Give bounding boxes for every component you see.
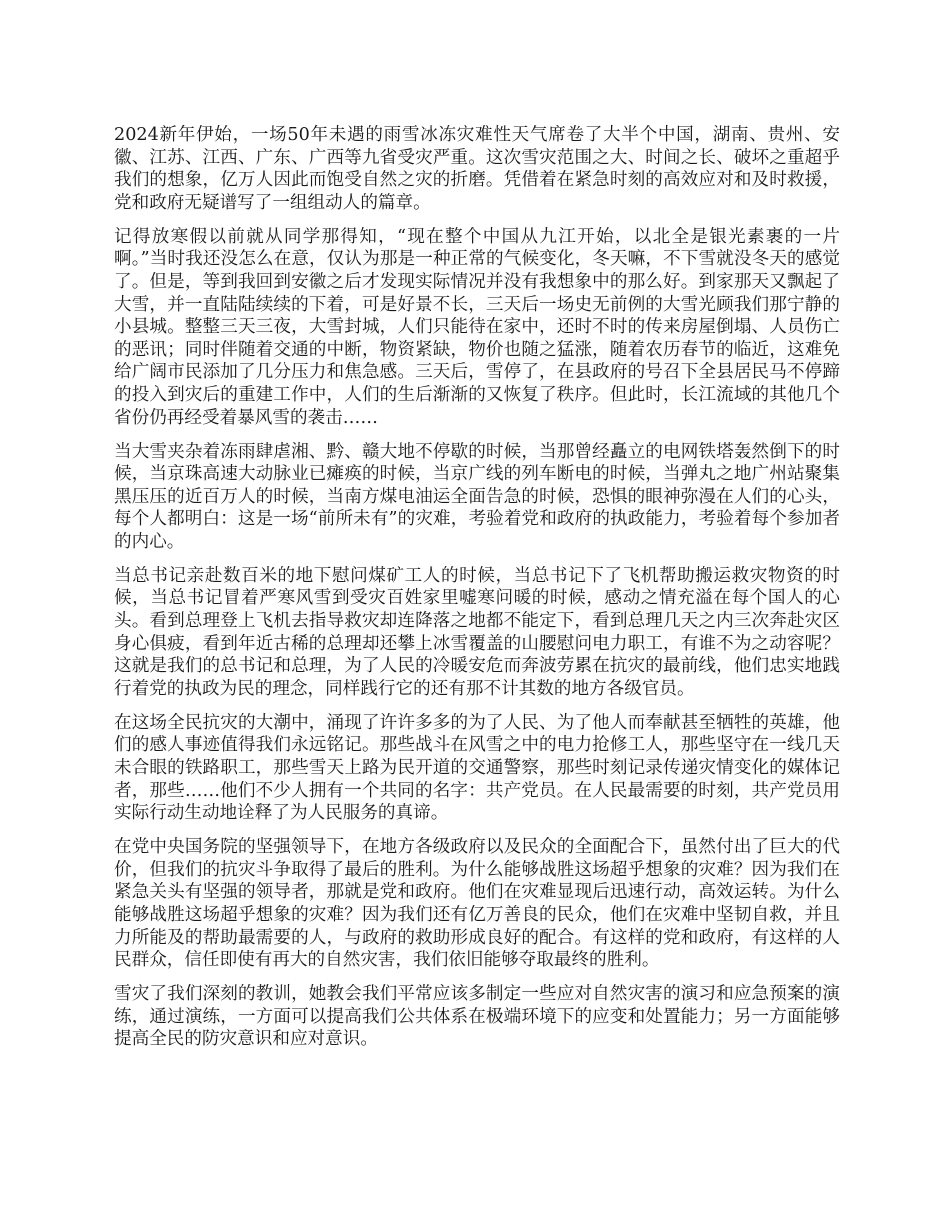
paragraph-7: 雪灾了我们深刻的教训，她教会我们平常应该多制定一些应对自然灾害的演习和应急预案的演练，通过演练，一方面可以提高我们公共体系在极端环境下的应变和处置能力；另一方面能够提高全民的防灾意识和应对意识。: [114, 984, 840, 1050]
paragraph-2: 记得放寒假以前就从同学那得知，“现在整个中国从九江开始，以北全是银光素裹的一片啊。”当时我还没怎么在意，仅认为那是一种正常的气候变化，冬天嘛，不下雪就没冬天的感觉了。但是，等到我回到安徽之后才发现实际情况并没有我想象中的那么好。到家那天又飘起了大雪，并一直陆陆续续的下着，可是好景不长，三天后一场史无前例的大雪光顾我们那宁静的小县城。整整三天三夜，大雪封城，人们只能待在家中，还时不时的传来房屋倒塌、人员伤亡的恶讯；同时伴随着交通的中断，物资紧缺，物价也随之猛涨，随着农历春节的临近，这难免给广阔市民添加了几分压力和焦急感。三天后，雪停了，在县政府的号召下全县居民马不停蹄的投入到灾后的重建工作中，人们的生后渐渐的又恢复了秩序。但此时，长江流域的其他几个省份仍再经受着暴风雪的袭击……: [114, 226, 840, 428]
paragraph-1: 2024新年伊始，一场50年未遇的雨雪冰冻灾难性天气席卷了大半个中国，湖南、贵州、安徽、江苏、江西、广东、广西等九省受灾严重。这次雪灾范围之大、时间之长、破坏之重超乎我们的想象，亿万人因此而饱受自然之灾的折磨。凭借着在紧急时刻的高效应对和及时救援，党和政府无疑谱写了一组组动人的篇章。: [114, 125, 840, 213]
paragraph-6: 在党中央国务院的坚强领导下，在地方各级政府以及民众的全面配合下，虽然付出了巨大的代价，但我们的抗灾斗争取得了最后的胜利。为什么能够战胜这场超乎想象的灾难？因为我们在紧急关头有坚强的领导者，那就是党和政府。他们在灾难显现后迅速行动，高效运转。为什么能够战胜这场超乎想象的灾难？因为我们还有亿万善良的民众，他们在灾难中坚韧自救，并且力所能及的帮助最需要的人，与政府的救助形成良好的配合。有这样的党和政府，有这样的人民群众，信任即使有再大的自然灾害，我们依旧能够夺取最终的胜利。: [114, 837, 840, 971]
paragraph-5: 在这场全民抗灾的大潮中，涌现了许许多多的为了人民、为了他人而奉献甚至牺牲的英雄，他们的感人事迹值得我们永远铭记。那些战斗在风雪之中的电力抢修工人，那些坚守在一线几天未合眼的铁路职工，那些雪天上路为民开道的交通警察，那些时刻记录传递灾情变化的媒体记者，那些……他们不少人拥有一个共同的名字：共产党员。在人民最需要的时刻，共产党员用实际行动生动地诠释了为人民服务的真谛。: [114, 712, 840, 824]
document-body: [114, 124, 840, 1062]
paragraph-4: 当总书记亲赴数百米的地下慰问煤矿工人的时候，当总书记下了飞机帮助搬运救灾物资的时候，当总书记冒着严寒风雪到受灾百姓家里嘘寒问暖的时候，感动之情充溢在每个国人的心头。看到总理登上飞机去指导救灾却连降落之地都不能定下，看到总理几天之内三次奔赴灾区身心俱疲，看到年近古稀的总理却还攀上冰雪覆盖的山腰慰问电力职工，有谁不为之动容呢？这就是我们的总书记和总理，为了人民的冷暖安危而奔波劳累在抗灾的最前线，他们忠实地践行着党的执政为民的理念，同样践行它的还有那不计其数的地方各级官员。: [114, 565, 840, 699]
paragraph-3: 当大雪夹杂着冻雨肆虐湘、黔、赣大地不停歇的时候，当那曾经矗立的电网铁塔轰然倒下的时候，当京珠高速大动脉业已瘫痪的时候，当京广线的列车断电的时候，当弹丸之地广州站聚集黑压压的近百万人的时候，当南方煤电油运全面告急的时候，恐惧的眼神弥漫在人们的心头，每个人都明白：这是一场“前所未有”的灾难，考验着党和政府的执政能力，考验着每个参加者的内心。: [114, 441, 840, 552]
